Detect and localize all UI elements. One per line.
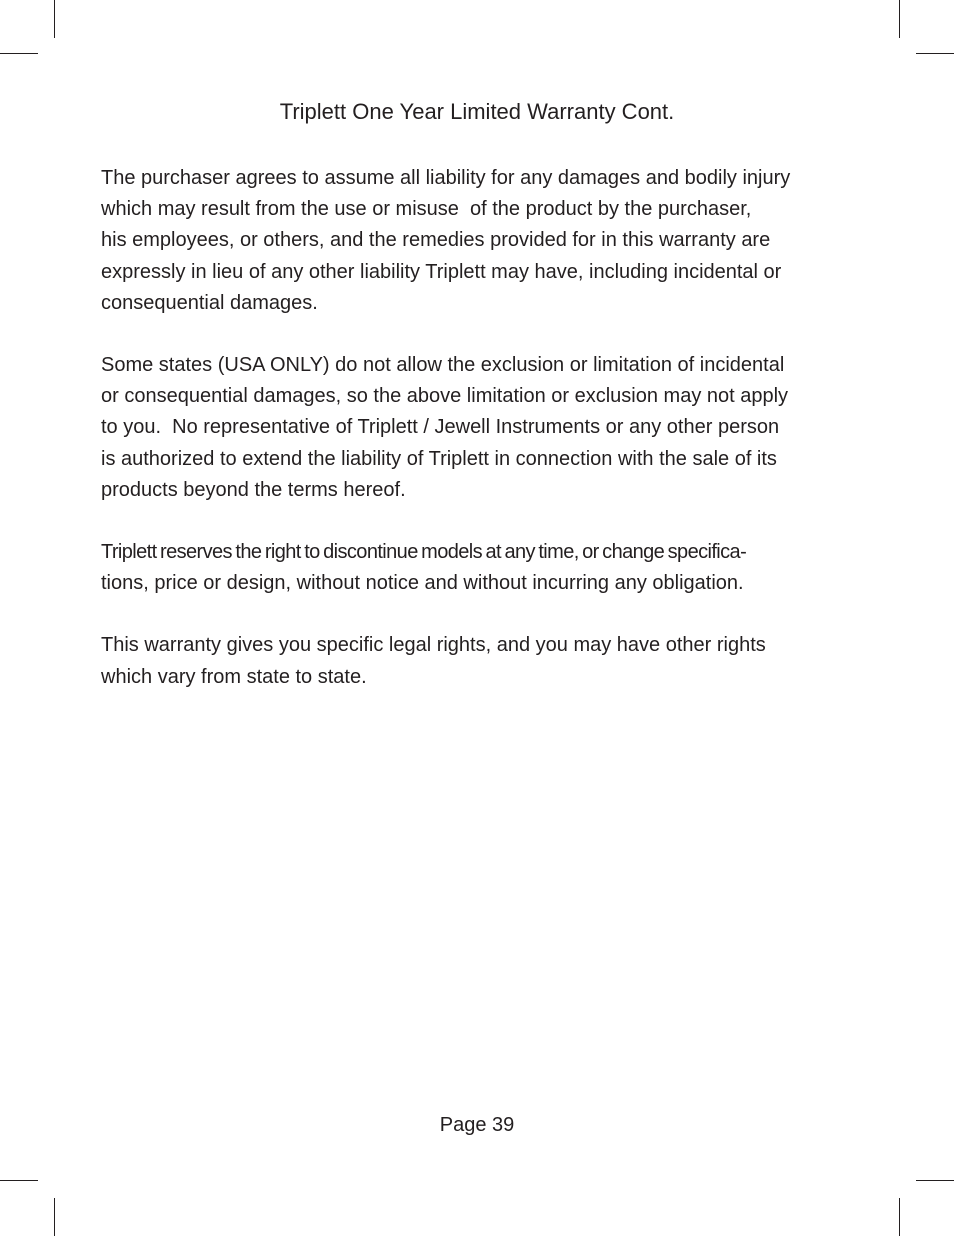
crop-mark-top-left-vertical [54, 0, 55, 38]
paragraph-state-exclusions [101, 350, 861, 506]
page-title: Triplett One Year Limited Warranty Cont. [279, 99, 675, 124]
paragraph-line: expressly in lieu of any other liability Triplett may have, including incidental or [101, 260, 782, 283]
paragraph-line: Triplett reserves the right to discontinue models at any time, or change specifica- [101, 541, 747, 564]
paragraph-line: tions, price or design, without notice and without incurring any obligation. [101, 572, 744, 595]
paragraph-liability [101, 163, 861, 319]
paragraph-line: products beyond the terms hereof. [101, 478, 406, 501]
crop-mark-bottom-right-horizontal [916, 1180, 954, 1181]
paragraph-line: Some states (USA ONLY) do not allow the exclusion or limitation of incidental [101, 354, 785, 377]
paragraph-line: or consequential damages, so the above limitation or exclusion may not apply [101, 385, 789, 408]
paragraph-line: The purchaser agrees to assume all liability for any damages and bodily injury [101, 167, 791, 189]
paragraph-line: consequential damages. [101, 291, 318, 314]
paragraph-discontinue [101, 537, 861, 599]
crop-mark-bottom-right-vertical [899, 1198, 900, 1236]
paragraph-line: which may result from the use or misuse of the product by the purchaser, [101, 198, 752, 221]
crop-mark-top-right-horizontal [916, 53, 954, 54]
page-number: Page 39 [439, 1114, 515, 1136]
paragraph-legal-rights [101, 630, 861, 692]
warranty-body [101, 163, 861, 724]
crop-mark-top-left-horizontal [0, 53, 38, 54]
paragraph-line: his employees, or others, and the remedies provided for in this warranty are [101, 229, 771, 252]
paragraph-line: is authorized to extend the liability of Triplett in connection with the sale of its [101, 447, 777, 470]
crop-mark-top-right-vertical [899, 0, 900, 38]
crop-mark-bottom-left-vertical [54, 1198, 55, 1236]
crop-mark-bottom-left-horizontal [0, 1180, 38, 1181]
paragraph-line: to you. No representative of Triplett / Jewell Instruments or any other person [101, 416, 780, 439]
paragraph-line: This warranty gives you specific legal rights, and you may have other rights [101, 634, 766, 657]
paragraph-line: which vary from state to state. [101, 665, 367, 688]
